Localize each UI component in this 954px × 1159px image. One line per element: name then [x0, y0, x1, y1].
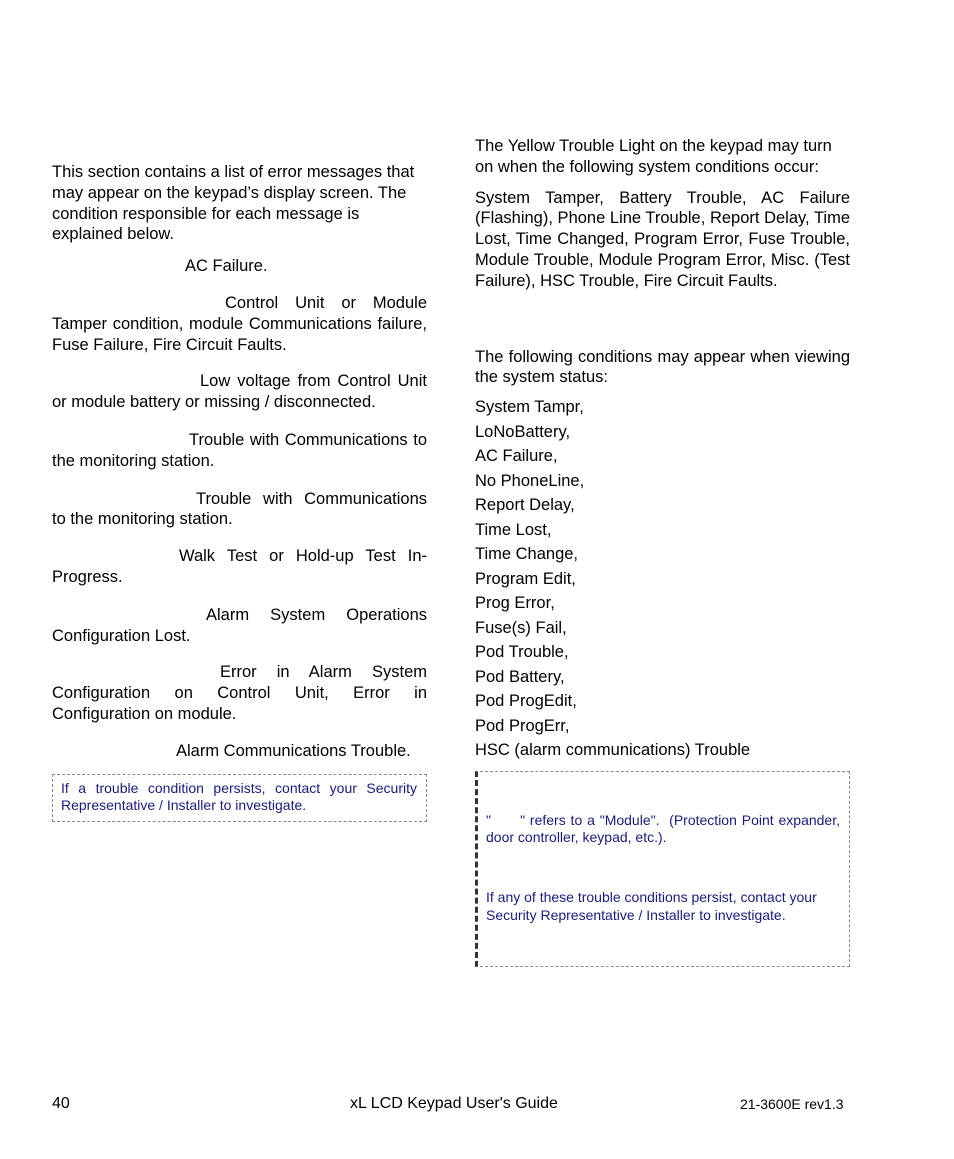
- entry-tamper: [52, 293, 427, 355]
- trouble-note: [52, 774, 427, 822]
- yellow-light-conditions: System Tamper, Battery Trouble, AC Failure (Flashing), Phone Line Trouble, Report Delay, Time Lost, Time Changed, Program Error, Fuse Trouble, Module Trouble, Module Program Error, Misc. (Test Failure), HSC Trouble, Fire Circuit Faults.: [475, 188, 850, 290]
- entry-text: Low voltage from Control Unit or module battery or missing / disconnected.: [52, 372, 427, 412]
- entry-text: Trouble with Communications to the monitoring station.: [52, 489, 427, 529]
- list-item: Prog Error,: [475, 594, 555, 613]
- document-code: 21-3600E rev1.3: [740, 1096, 844, 1112]
- list-item: Pod Battery,: [475, 667, 565, 686]
- list-item: HSC (alarm communications) Trouble: [475, 741, 751, 760]
- list-item: Fuse(s) Fail,: [475, 618, 567, 637]
- entry-text: Alarm System Operations Configuration Lost.: [52, 605, 427, 645]
- entry-text: Alarm Communications Trouble.: [176, 741, 411, 760]
- list-item: LoNoBattery,: [475, 422, 571, 441]
- error-messages-intro: This section contains a list of error messages that may appear on the keypad’s display screen. The condition responsible for each message is explained below.: [52, 163, 415, 244]
- status-intro: The following conditions may appear when viewing the system status:: [475, 347, 850, 387]
- list-item: No PhoneLine,: [475, 471, 585, 490]
- left-column: [52, 162, 427, 822]
- entry-text: Trouble with Communications to the monitoring station.: [52, 430, 427, 470]
- entry-hsc-trouble: [52, 741, 427, 762]
- module-note-definition: " " refers to a "Module". (Protection Point expander, door controller, keypad, etc.).: [486, 811, 844, 846]
- entry-phone-line: [52, 430, 427, 472]
- entry-ac-failure: [52, 256, 427, 277]
- right-column: [475, 136, 850, 967]
- list-item: Time Lost,: [475, 520, 552, 539]
- entry-time-lost: [52, 605, 427, 647]
- entry-walk-test: [52, 546, 427, 588]
- entry-program-error: [52, 662, 427, 724]
- list-item: System Tampr,: [475, 398, 584, 417]
- list-item: Pod ProgErr,: [475, 716, 570, 735]
- trouble-note-text: If a trouble condition persists, contact your Security Representative / Installer to investigate.: [61, 779, 417, 814]
- list-item: Program Edit,: [475, 569, 576, 588]
- entry-text: Control Unit or Module Tamper condition, module Communications failure, Fuse Failure, Fire Circuit Faults.: [52, 293, 427, 354]
- status-list: [475, 395, 850, 763]
- list-item: AC Failure,: [475, 447, 558, 466]
- entry-text: Walk Test or Hold-up Test In-Progress.: [52, 547, 427, 586]
- yellow-light-intro: The Yellow Trouble Light on the keypad may turn on when the following system conditions occur:: [475, 137, 832, 176]
- list-item: Report Delay,: [475, 496, 575, 515]
- module-note-advice: If any of these trouble conditions persist, contact your Security Representative / Installer to investigate.: [486, 889, 817, 923]
- entry-low-battery: [52, 371, 427, 413]
- entry-text: AC Failure.: [185, 257, 268, 276]
- list-item: Time Change,: [475, 545, 579, 564]
- entry-text: Error in Alarm System Configuration on Control Unit, Error in Configuration on module.: [52, 663, 427, 723]
- guide-title: xL LCD Keypad User's Guide: [350, 1095, 558, 1112]
- list-item: Pod ProgEdit,: [475, 692, 577, 711]
- list-item: Pod Trouble,: [475, 643, 569, 662]
- page-number: 40: [52, 1095, 70, 1112]
- module-note: [475, 771, 850, 967]
- entry-report-delay: [52, 489, 427, 531]
